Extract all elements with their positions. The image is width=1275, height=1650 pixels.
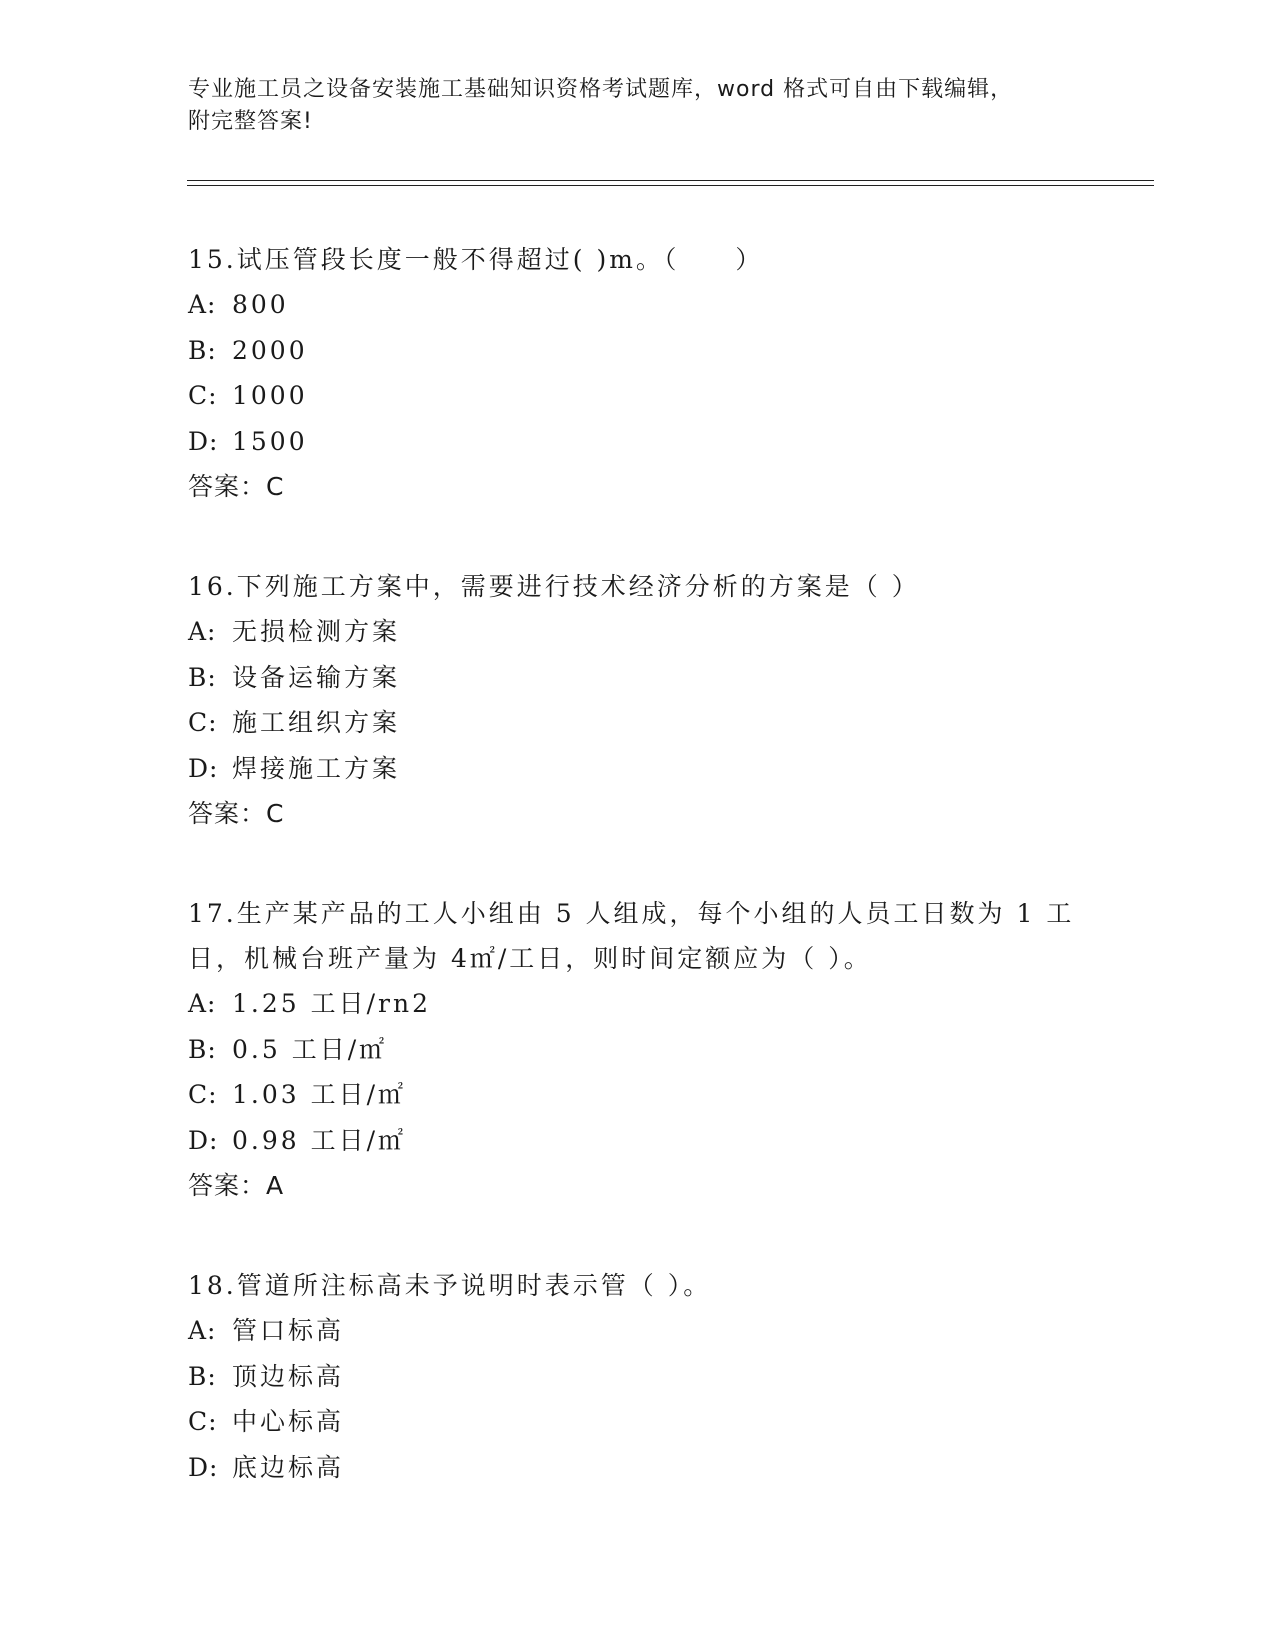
option-c [188,373,1088,419]
option-c [188,1072,1088,1118]
question-15 [188,237,1088,510]
option-text: 0.5 工日/㎡ [232,1034,388,1064]
option-letter: A: [188,989,217,1018]
option-letter: C: [188,1407,218,1436]
option-letter: D: [188,1452,219,1482]
stem-line: 18.管道所注标高未予说明时表示管（ ）。 [188,1271,712,1300]
option-a [188,609,1088,655]
option-text: 1000 [232,381,308,410]
answer: 答案：A [188,1171,285,1200]
option-letter: B: [188,662,217,692]
question-list [188,237,1088,1544]
option-a [188,282,1088,328]
answer: 答案：C [188,799,285,828]
option-text: 1.03 工日/㎡ [232,1080,407,1109]
stem-line: 17.生产某产品的工人小组由 5 人组成，每个小组的人员工日数为 1 工 [188,899,1075,928]
question-stem [188,237,1088,282]
header-divider [187,180,1154,181]
header-line: 专业施工员之设备安装施工基础知识资格考试题库，word 格式可自由下载编辑， [188,77,1014,102]
option-letter: A: [188,1316,217,1345]
option-text: 1.25 工日/rn2 [232,989,431,1018]
header-divider [187,185,1154,186]
option-letter: D: [188,1125,219,1155]
option-c [188,1399,1088,1445]
option-d [188,419,1088,465]
stem-line: 15.试压管段长度一般不得超过( )m。（ ） [188,245,764,274]
option-d [188,1118,1088,1164]
option-text: 中心标高 [232,1407,345,1436]
question-stem [188,564,1088,609]
option-letter: A: [188,617,217,646]
option-letter: B: [188,1361,217,1391]
option-letter: D: [188,426,219,456]
option-text: 设备运输方案 [232,662,401,692]
question-17 [188,891,1088,1209]
option-text: 顶边标高 [232,1361,345,1391]
option-text: 1500 [232,426,308,456]
option-b [188,655,1088,701]
option-b [188,1354,1088,1400]
option-d [188,746,1088,792]
stem-line: 16.下列施工方案中，需要进行技术经济分析的方案是（ ） [188,572,920,601]
option-letter: B: [188,1034,217,1064]
option-b [188,1027,1088,1073]
option-d [188,1445,1088,1491]
option-a [188,1308,1088,1354]
option-letter: C: [188,381,218,410]
question-stem [188,891,1088,981]
option-text: 800 [232,290,289,319]
question-16 [188,564,1088,837]
option-letter: C: [188,1080,218,1109]
option-text: 2000 [232,335,308,365]
option-b [188,328,1088,374]
header-line: 附完整答案! [188,109,313,134]
option-a [188,981,1088,1027]
question-18 [188,1263,1088,1490]
option-text: 施工组织方案 [232,708,401,737]
option-letter: B: [188,335,217,365]
option-text: 底边标高 [232,1452,345,1482]
option-c [188,700,1088,746]
option-text: 无损检测方案 [232,617,401,646]
option-letter: C: [188,708,218,737]
option-letter: A: [188,290,217,319]
document-header [188,74,1088,138]
option-letter: D: [188,753,219,783]
option-text: 0.98 工日/㎡ [232,1125,407,1155]
question-stem [188,1263,1088,1308]
option-text: 管口标高 [232,1316,345,1345]
answer: 答案：C [188,472,285,501]
stem-line: 日，机械台班产量为 4㎡/工日，则时间定额应为（ ）。 [188,944,872,973]
option-text: 焊接施工方案 [232,753,401,783]
